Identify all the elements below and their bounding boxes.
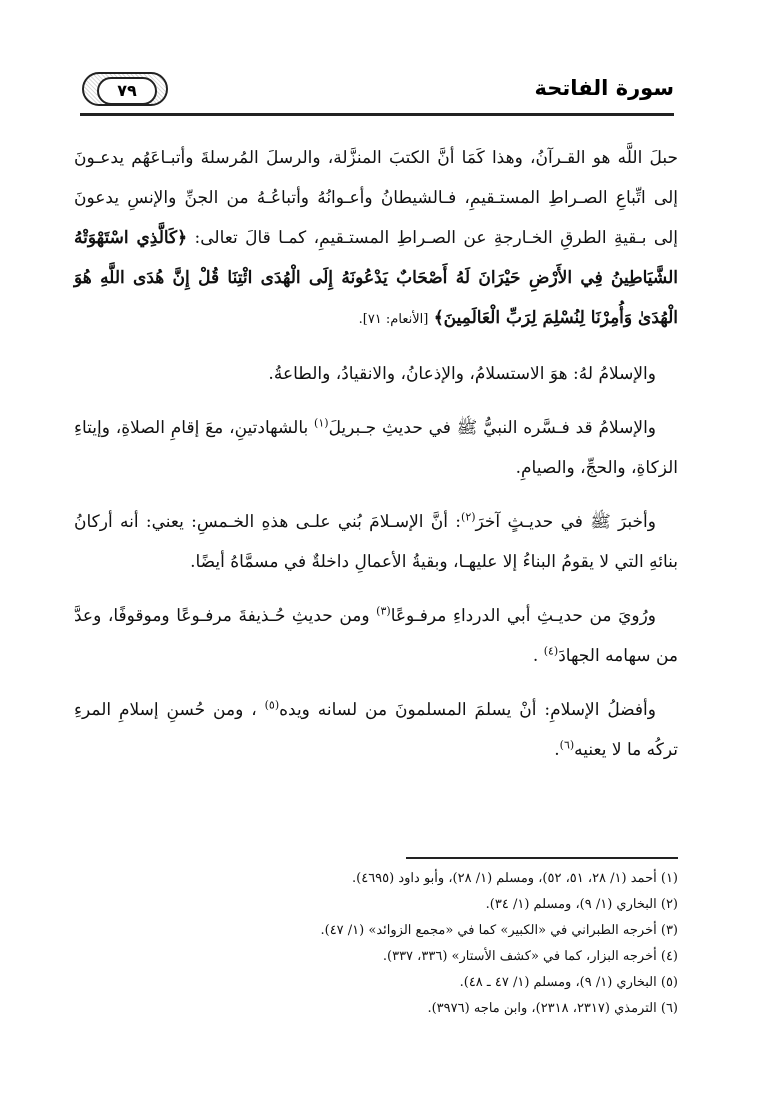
footnote-separator [406,857,678,859]
footnote-marker: (١) [314,416,329,430]
footnote-marker: (٣) [376,604,391,618]
paragraph [74,408,678,488]
footnote-marker: (٢) [461,510,476,524]
footnote-item: (٥) البخاري (١/ ٩)، ومسلم (١/ ٤٧ ـ ٤٨). [459,975,678,990]
page-header [80,66,674,116]
text-run: . [554,740,560,760]
footnote-item: (٢) البخاري (١/ ٩)، ومسلم (١/ ٣٤). [485,897,678,912]
paragraph [74,502,678,582]
footnote-marker: (٤) [543,644,559,658]
body-text [74,138,678,784]
footnotes [80,866,678,1022]
footnote-marker: (٥) [264,698,280,712]
footnote-item: (٦) الترمذي (٢٣١٧، ٢٣١٨)، وابن ماجه (٣٩٧٦). [427,1001,678,1016]
text-run: : أنَّ الإسـلامَ بُني علـى هذهِ الخـمسِ: يعني: أنه أركانُ بنائهِ التي لا يقومُ البناءُ إلا عليهـا، وبقيةُ الأعمالِ داخلةٌ في مسمَّاهُ أيضًا. [74,512,678,572]
paragraph [74,596,678,676]
page-number-badge [82,72,168,106]
text-run: . [532,646,544,666]
footnote-marker: (٦) [559,738,575,752]
text-run: وأفضلُ الإسلامِ: أنْ يسلمَ المسلمونَ من لسانه ويده [279,700,656,720]
footnote-item: (١) أحمد (١/ ٢٨، ٥١، ٥٢)، ومسلم (١/ ٢٨)، وأبو داود (٤٦٩٥). [352,871,678,886]
verse-reference: [الأنعام: ٧١]. [358,312,429,327]
paragraph [74,690,678,770]
text-run: وأخبرَ ﷺ في حديـثٍ آخرَ [475,512,656,532]
chapter-title: سورة الفاتحة [534,76,674,100]
text-run: حبلَ اللَّه هو القـرآنُ، وهذا كَمَا أنَّ الكتبَ المنزَّلة، والرسلَ المُرسلةَ وأتبـاعَهُم يدعـونَ إلى اتِّباعِ الصـراطِ المستـقيمِ، فـالشيطانُ وأعـوانُهُ وأتباعُـهُ من الجنِّ والإنسِ يدعونَ إلى بـقيةِ الطرقِ الخـارجةِ عن الصـراطِ المستـقيمِ، كمـا قالَ تعالى: [74,148,679,248]
footnote-item: (٤) أخرجه البزار، كما في «كشف الأستار» (٣٣٦، ٣٣٧). [382,949,678,964]
quran-verse: ﴿كَالَّذِي اسْتَهْوَتْهُ الشَّيَاطِينُ فِي الأَرْضِ حَيْرَانَ لَهُ أَصْحَابٌ يَدْعُونَهُ إِلَى الْهُدَى ائْتِنَا قُلْ إِنَّ هُدَى اللَّهِ هُوَ الْهُدَىٰ وَأُمِرْنَا لِنُسْلِمَ لِرَبِّ الْعَالَمِينَ﴾ [74,228,678,328]
text-run: والإسلامُ قد فـسَّره النبيُّ ﷺ في حديثِ جـبريلَ [328,418,656,438]
text-run: ، ومن حُسنِ إسلامِ المرءِ تركُه ما لا يعنيه [74,700,678,760]
text-run: ورُويَ من حديـثِ أبي الدرداءِ مرفـوعًا [390,606,657,626]
text-run: والإسلامُ لهُ: هوَ الاستسلامُ، والإذعانُ، والانقيادُ، والطاعةُ. [268,364,656,384]
page-number: ٧٩ [97,77,157,105]
text-run: ومن حديثِ حُـذيفةَ مرفـوعًا وموقوفًا، وعدَّ من سهامه الجهادَ [74,606,678,666]
paragraph [74,138,678,340]
footnote-item: (٣) أخرجه الطبراني في «الكبير» كما في «مجمع الزوائد» (١/ ٤٧). [320,923,678,938]
header-rule [80,113,674,116]
text-run: بالشهادتينِ، معَ إقامِ الصلاةِ، وإيتاءِ الزكاةِ، والحجِّ، والصيامِ. [74,418,678,478]
paragraph [74,354,678,394]
